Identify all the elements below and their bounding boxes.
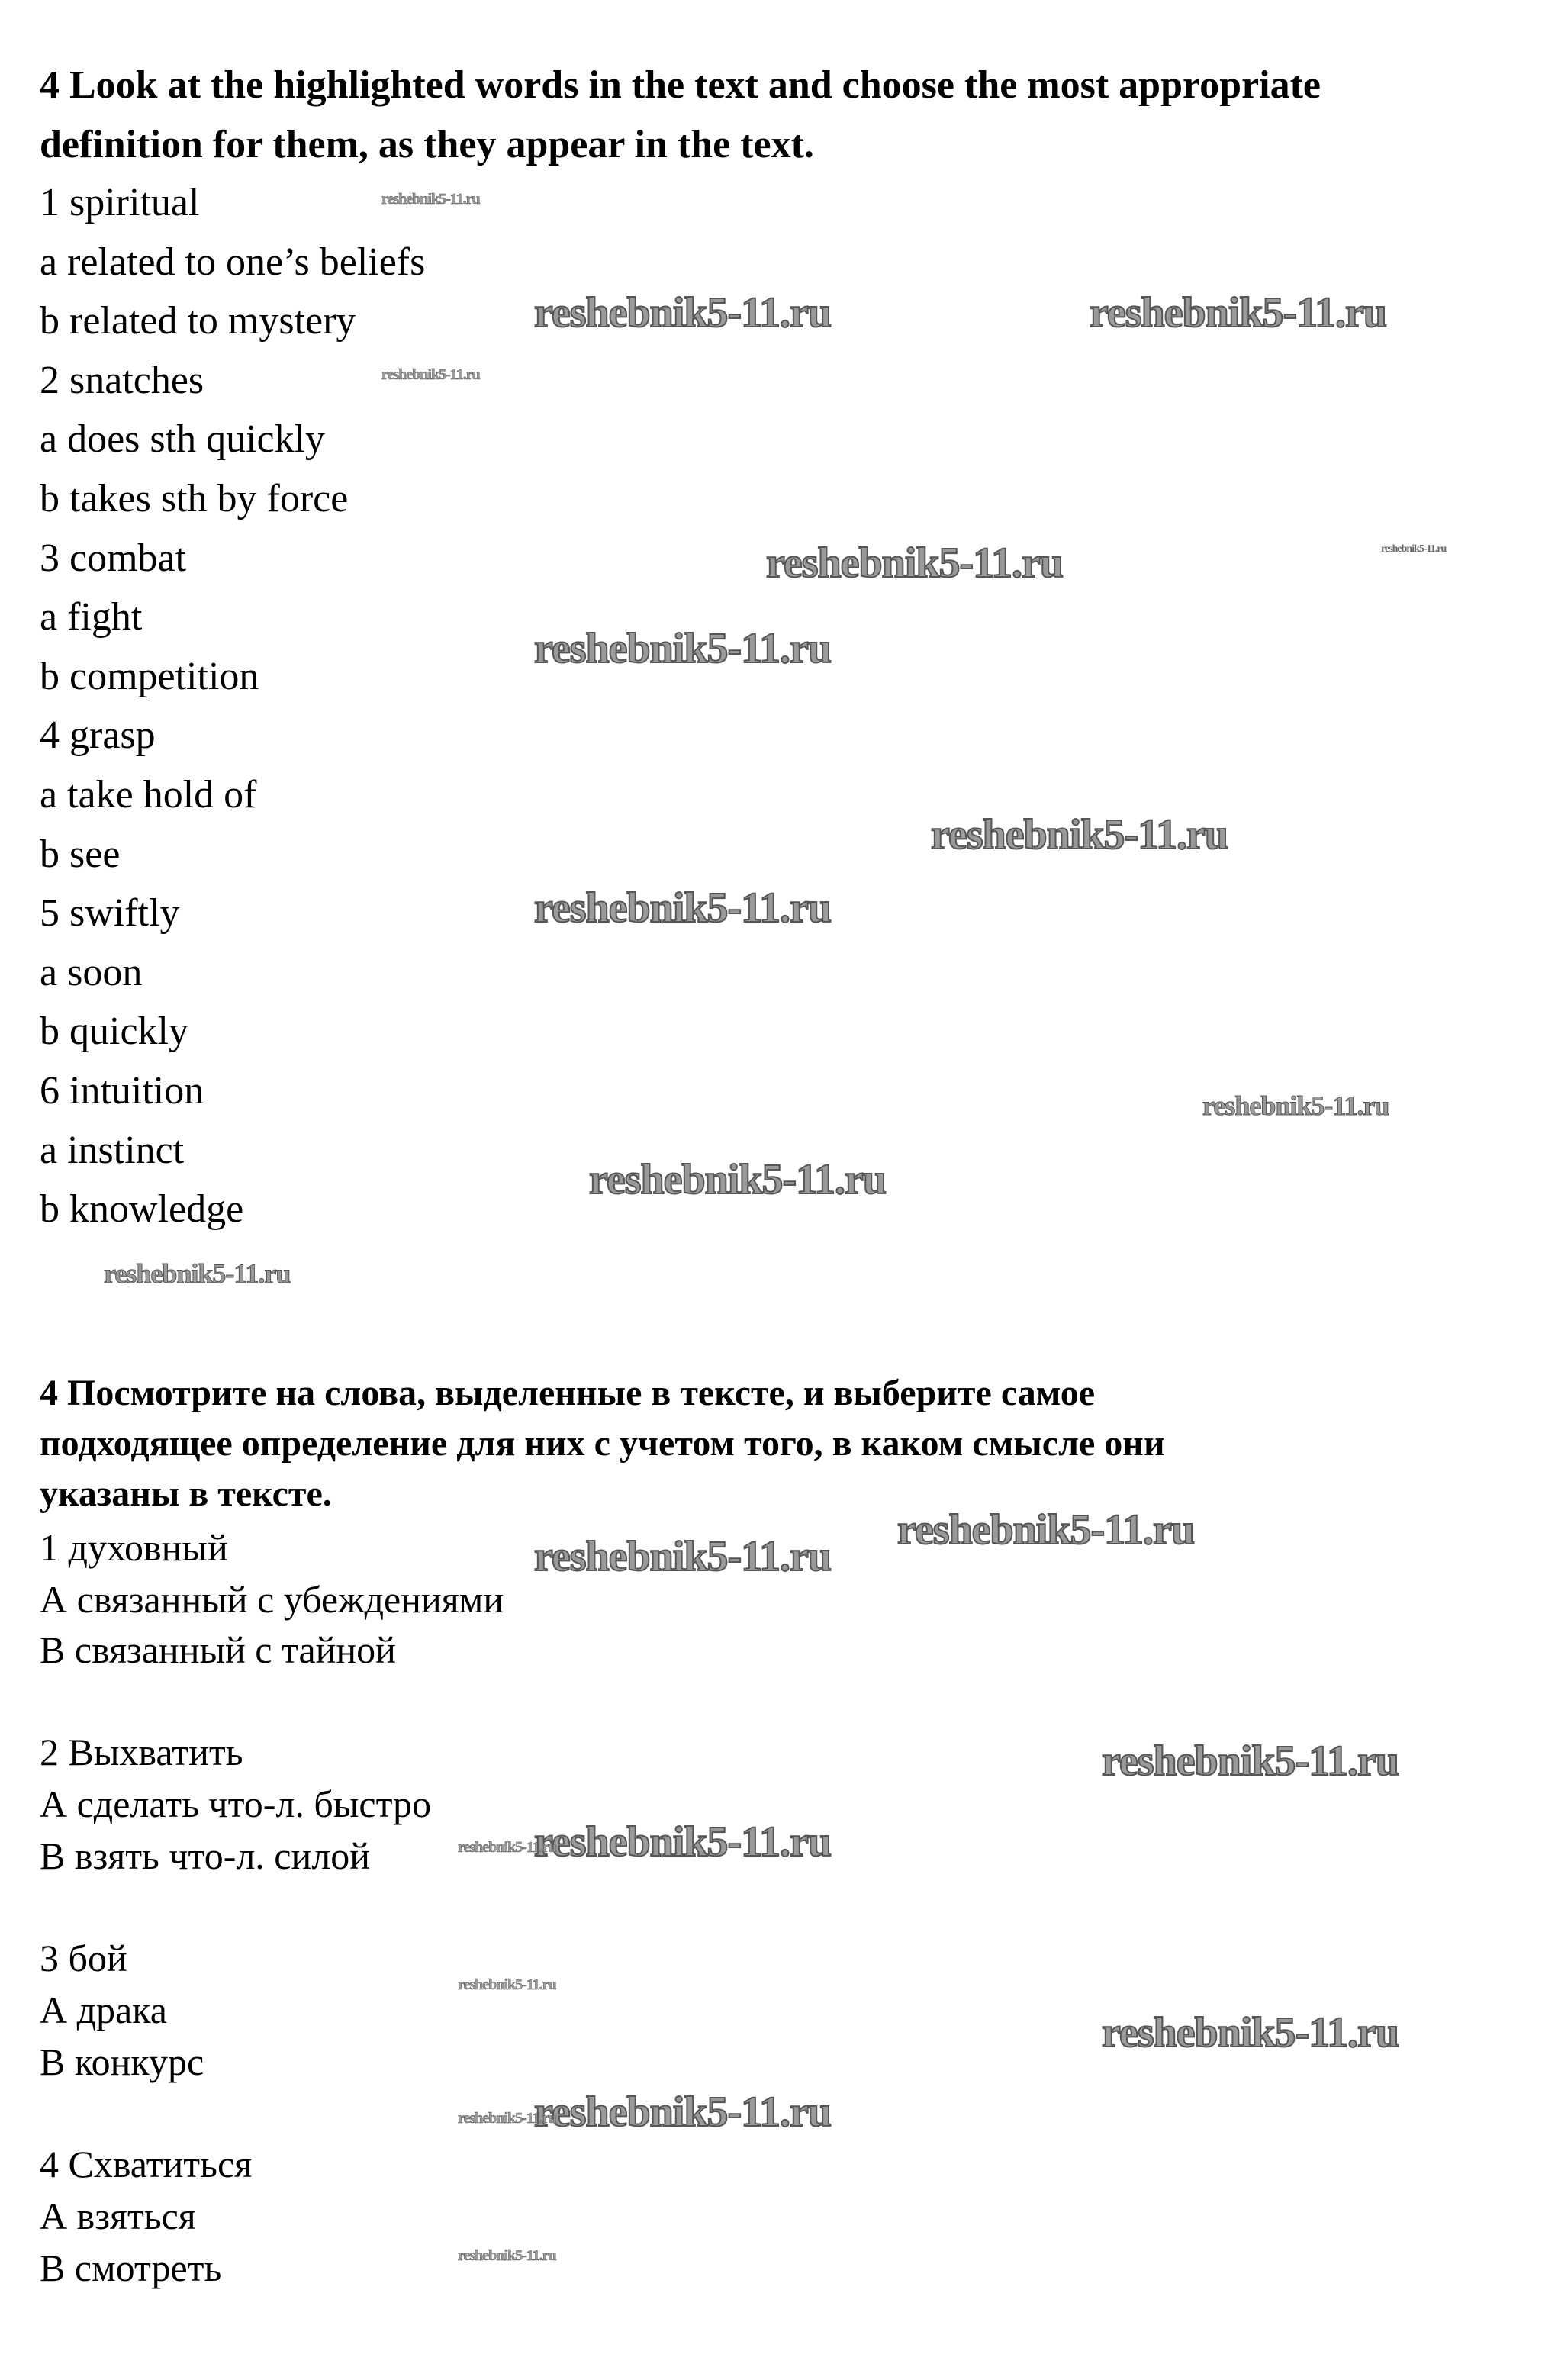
english-list-item: 1 spiritual [40, 181, 200, 224]
english-heading-line: 4 Look at the highlighted words in the text and choose the most appropriate [40, 63, 1321, 107]
watermark: reshebnik5-11.ru [458, 2247, 556, 2264]
russian-list-item: 4 Схватиться [40, 2143, 253, 2185]
russian-list-item: А драка [40, 1989, 167, 2031]
english-list-item: b competition [40, 655, 259, 698]
english-list-item: 4 grasp [40, 713, 156, 757]
english-list-item: b quickly [40, 1010, 188, 1053]
russian-list-item: А взяться [40, 2195, 196, 2237]
watermark: reshebnik5-11.ru [381, 191, 480, 208]
watermark: reshebnik5-11.ru [458, 2110, 556, 2127]
russian-list-item: 2 Выхватить [40, 1731, 243, 1773]
watermark: reshebnik5-11.ru [589, 1156, 887, 1203]
english-list-item: 3 combat [40, 536, 187, 580]
russian-list-item: А связанный с убеждениями [40, 1578, 504, 1621]
watermark: reshebnik5-11.ru [534, 625, 832, 672]
english-heading-line: definition for them, as they appear in the text. [40, 123, 814, 166]
watermark: reshebnik5-11.ru [1202, 1090, 1389, 1121]
russian-list-item: А сделать что-л. быстро [40, 1783, 432, 1825]
english-list-item: a soon [40, 951, 143, 994]
watermark: reshebnik5-11.ru [1381, 543, 1447, 555]
russian-list-item: 3 бой [40, 1937, 127, 1979]
english-list-item: b knowledge [40, 1187, 244, 1231]
english-list-item: a related to one’s beliefs [40, 240, 426, 284]
watermark: reshebnik5-11.ru [458, 1976, 556, 1993]
russian-heading-line: 4 Посмотрите на слова, выделенные в тексте, и выберите самое [40, 1373, 1096, 1413]
watermark: reshebnik5-11.ru [1102, 1737, 1399, 1785]
watermark: reshebnik5-11.ru [766, 539, 1064, 587]
russian-heading-line: подходящее определение для них с учетом того, в каком смысле они [40, 1423, 1165, 1464]
russian-list-item: В взять что-л. силой [40, 1834, 370, 1877]
english-list-item: 2 snatches [40, 359, 204, 402]
english-list-item: a does sth quickly [40, 417, 326, 461]
english-list-item: b takes sth by force [40, 477, 349, 520]
english-list-item: a fight [40, 595, 143, 639]
russian-list-item: 1 духовный [40, 1526, 228, 1569]
watermark: reshebnik5-11.ru [534, 884, 832, 932]
watermark: reshebnik5-11.ru [1090, 289, 1387, 337]
english-list-item: b see [40, 833, 121, 876]
russian-list-item: В конкурс [40, 2040, 204, 2083]
watermark: reshebnik5-11.ru [534, 1818, 832, 1866]
watermark: reshebnik5-11.ru [534, 1533, 832, 1580]
watermark: reshebnik5-11.ru [1102, 2009, 1399, 2056]
watermark: reshebnik5-11.ru [897, 1506, 1195, 1554]
watermark: reshebnik5-11.ru [104, 1258, 291, 1289]
russian-heading-line: указаны в тексте. [40, 1473, 332, 1514]
watermark: reshebnik5-11.ru [534, 289, 832, 337]
english-list-item: a instinct [40, 1129, 185, 1172]
english-list-item: 6 intuition [40, 1069, 204, 1113]
watermark: reshebnik5-11.ru [458, 1839, 556, 1856]
english-list-item: a take hold of [40, 773, 257, 816]
russian-list-item: В связанный с тайной [40, 1628, 396, 1671]
watermark: reshebnik5-11.ru [931, 811, 1228, 858]
russian-list-item: В смотреть [40, 2246, 222, 2289]
english-list-item: 5 swiftly [40, 891, 180, 935]
watermark: reshebnik5-11.ru [381, 366, 480, 383]
watermark: reshebnik5-11.ru [534, 2089, 832, 2136]
english-list-item: b related to mystery [40, 299, 356, 343]
